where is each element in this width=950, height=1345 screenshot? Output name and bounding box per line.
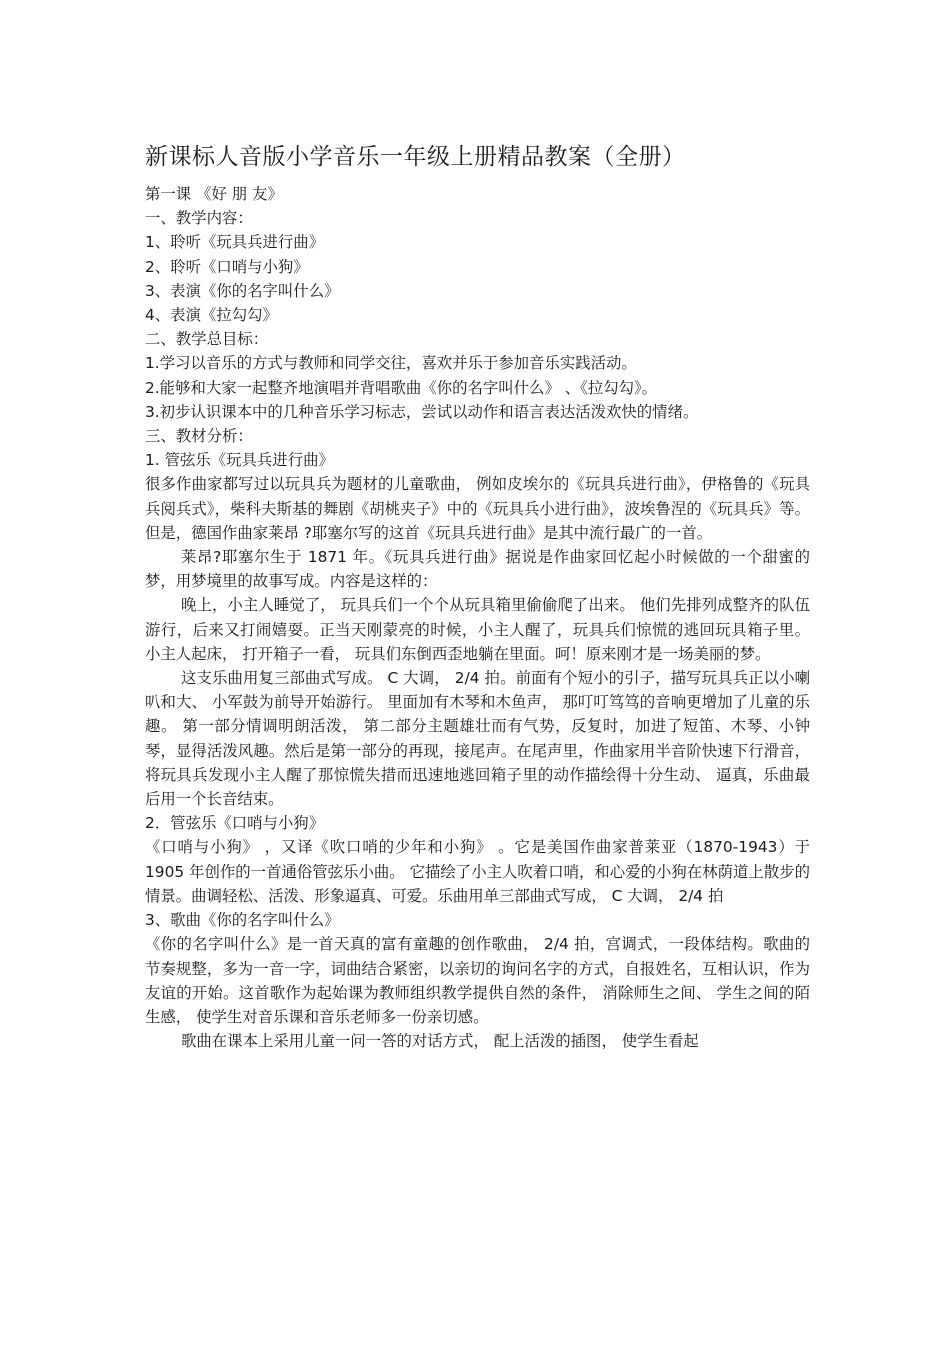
content-item: 1、聆听《玩具兵进行曲》 xyxy=(145,233,325,252)
section-heading-goals: 二、教学总目标： xyxy=(145,330,269,349)
section-heading-analysis: 三、教材分析： xyxy=(145,427,253,446)
body-paragraph: 《你的名字叫什么》是一首天真的富有童趣的创作歌曲， 2/4 拍，宫调式，一段体结构。歌曲的节奏规整，多为一音一字，词曲结合紧密，以亲切的询问名字的方式，自报姓名，互相认识，作为友谊的开始。这首歌作为起始课为教师组织教学提供自然的条件， 消除师生之间、 学生之间的陌生感， 使学生对音乐课和音乐老师多一份亲切感。 xyxy=(145,935,810,1026)
document-page xyxy=(145,140,810,1053)
document-title: 新课标人音版小学音乐一年级上册精品教案（全册） xyxy=(145,144,686,170)
body-paragraph: 莱昂?耶塞尔生于 1871 年。《玩具兵进行曲》据说是作曲家回忆起小时候做的一个甜蜜的梦，用梦境里的故事写成。内容是这样的： xyxy=(145,548,810,591)
goal-item: 1.学习以音乐的方式与教师和同学交往，喜欢并乐于参加音乐实践活动。 xyxy=(145,354,637,373)
body-paragraph: 晚上，小主人睡觉了， 玩具兵们一个个从玩具箱里偷偷爬了出来。 他们先排列成整齐的队伍游行，后来又打闹嬉耍。正当天刚蒙亮的时候，小主人醒了，玩具兵们惊慌的逃回玩具箱子里。 小主人起床， 打开箱子一看， 玩具们东倒西歪地躺在里面。呵！原来刚才是一场美丽的梦。 xyxy=(145,596,810,663)
body-paragraph: 这支乐曲用复三部曲式写成。 C 大调， 2/4 拍。前面有个短小的引子，描写玩具兵正以小喇叭和大、 小军鼓为前导开始游行。 里面加有木琴和木鱼声， 那叮叮笃笃的音响更增加了儿童的乐趣。 第一部分情调明朗活泼， 第二部分主题雄壮而有气势，反复时，加进了短笛、木琴、小钟琴，显得活泼风趣。然后是第一部分的再现，接尾声。在尾声里，作曲家用半音阶快速下行滑音，将玩具兵发现小主人醒了那惊慌失措而迅速地逃回箱子里的动作描绘得十分生动、 逼真，乐曲最后用一个长音结束。 xyxy=(145,669,810,809)
subsection-heading: 1. 管弦乐《玩具兵进行曲》 xyxy=(145,451,334,470)
goal-item: 3.初步认识课本中的几种音乐学习标志，尝试以动作和语言表达活泼欢快的情绪。 xyxy=(145,402,699,421)
body-paragraph: 很多作曲家都写过以玩具兵为题材的儿童歌曲， 例如皮埃尔的《玩具兵进行曲》，伊格鲁的《玩具兵阅兵式》，柴科夫斯基的舞剧《胡桃夹子》中的《玩具兵小进行曲》，波埃鲁涅的《玩具兵》等。但是，德国作曲家莱昂 ?耶塞尔写的这首《玩具兵进行曲》是其中流行最广的一首。 xyxy=(145,475,810,542)
body-paragraph: 歌曲在课本上采用儿童一问一答的对话方式， 配上活泼的插图， 使学生看起 xyxy=(181,1032,699,1051)
subsection-heading: 3、歌曲《你的名字叫什么》 xyxy=(145,911,340,930)
body-paragraph: 《口哨与小狗》 ，又译《吹口哨的少年和小狗》 。它是美国作曲家普莱亚（1870-1943）于 1905 年创作的一首通俗管弦乐小曲。 它描绘了小主人吹着口哨，和心爱的小狗在林荫道上散步的情景。曲调轻松、活泼、形象逼真、可爱。乐曲用单三部曲式写成， C 大调， 2/4 拍 xyxy=(145,838,810,905)
lesson-heading: 第一课 《好 朋 友》 xyxy=(145,185,283,203)
section-heading-content: 一、教学内容： xyxy=(145,209,253,228)
content-item: 2、聆听《口哨与小狗》 xyxy=(145,257,309,276)
subsection-heading: 2．管弦乐《口哨与小狗》 xyxy=(145,814,325,833)
content-item: 4、表演《拉勾勾》 xyxy=(145,306,278,325)
content-item: 3、表演《你的名字叫什么》 xyxy=(145,281,340,300)
goal-item: 2.能够和大家一起整齐地演唱并背唱歌曲《你的名字叫什么》 、《拉勾勾》。 xyxy=(145,378,658,397)
